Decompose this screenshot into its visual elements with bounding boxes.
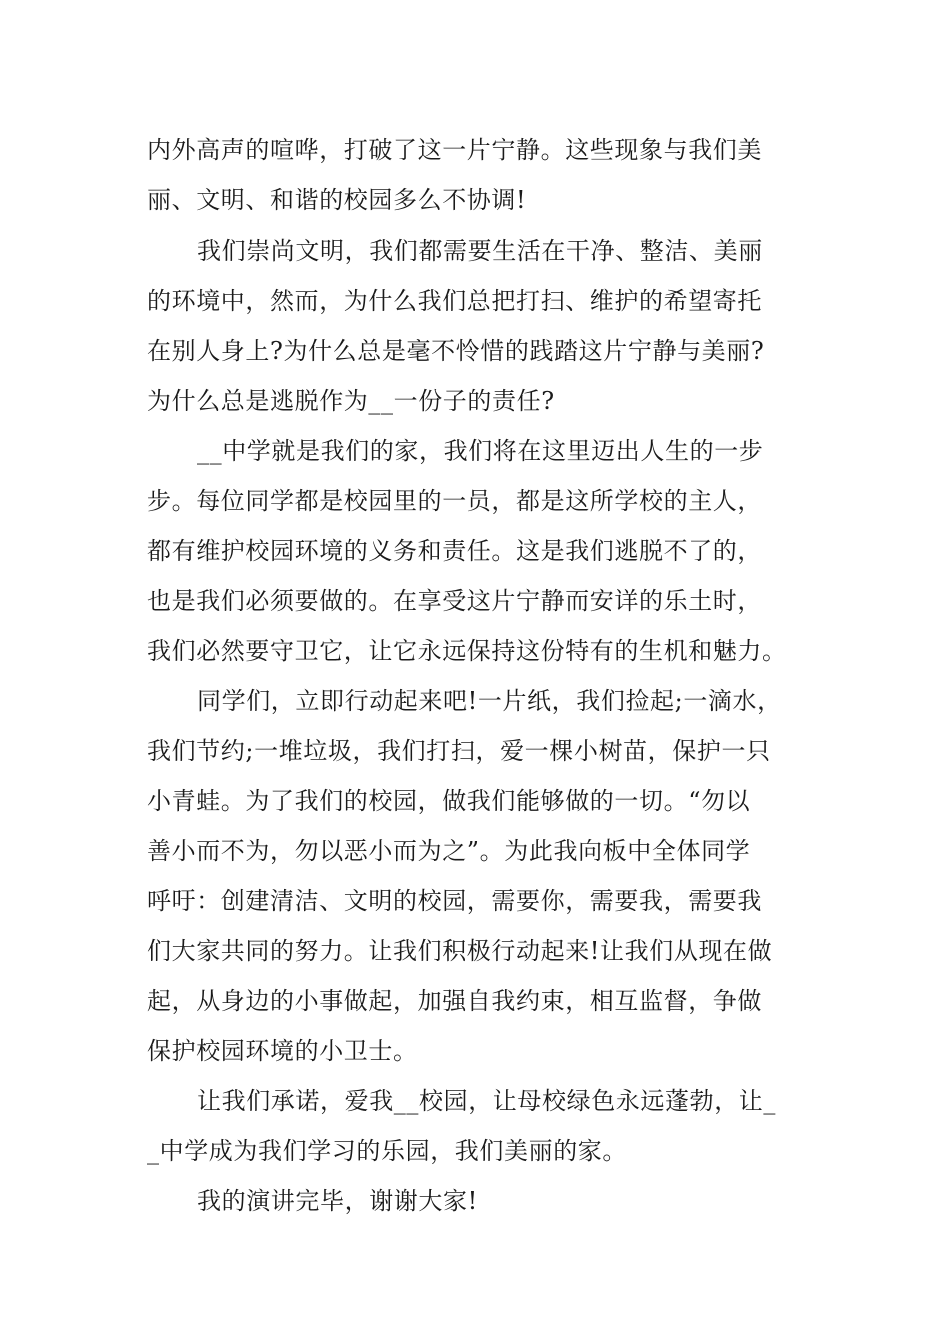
paragraph-start-line: 同学们，立即行动起来吧!一片纸，我们捡起;一滴水， — [197, 687, 782, 715]
text-line: 为什么总是逃脱作为__一份子的责任? — [147, 387, 555, 415]
text-line: 都有维护校园环境的义务和责任。这是我们逃脱不了的， — [147, 537, 762, 565]
paragraph-start-line: 我们崇尚文明，我们都需要生活在干净、整洁、美丽 — [197, 237, 763, 265]
paragraph-start-line: __中学就是我们的家，我们将在这里迈出人生的一步 — [197, 437, 764, 465]
text-line: 呼吁：创建清洁、文明的校园，需要你，需要我，需要我 — [147, 887, 762, 915]
text-line: 善小而不为，勿以恶小而为之”。为此我向板中全体同学 — [147, 837, 751, 865]
text-line: 小青蛙。为了我们的校园，做我们能够做的一切。“勿以 — [147, 787, 751, 815]
text-line: 保护校园环境的小卫士。 — [147, 1037, 418, 1065]
text-line: 步。每位同学都是校园里的一员，都是这所学校的主人， — [147, 487, 762, 515]
text-line: 的环境中，然而，为什么我们总把打扫、维护的希望寄托 — [147, 287, 762, 315]
text-line: 内外高声的喧哗，打破了这一片宁静。这些现象与我们美 — [147, 136, 762, 164]
text-line: 丽、文明、和谐的校园多么不协调! — [147, 186, 527, 214]
text-line: 在别人身上?为什么总是毫不怜惜的践踏这片宁静与美丽? — [147, 337, 765, 365]
paragraph-start-line: 我的演讲完毕，谢谢大家! — [197, 1187, 478, 1215]
text-line: 起，从身边的小事做起，加强自我约束，相互监督，争做 — [147, 987, 762, 1015]
text-line: 我们节约;一堆垃圾，我们打扫，爱一棵小树苗，保护一只 — [147, 737, 771, 765]
text-line: _中学成为我们学习的乐园，我们美丽的家。 — [147, 1137, 627, 1165]
text-line: 们大家共同的努力。让我们积极行动起来!让我们从现在做 — [147, 937, 773, 965]
text-line: 我们必然要守卫它，让它永远保持这份特有的生机和魅力。 — [147, 637, 787, 665]
paragraph-start-line: 让我们承诺，爱我__校园，让母校绿色永远蓬勃，让_ — [197, 1087, 776, 1115]
text-line: 也是我们必须要做的。在享受这片宁静而安详的乐土时， — [147, 587, 762, 615]
